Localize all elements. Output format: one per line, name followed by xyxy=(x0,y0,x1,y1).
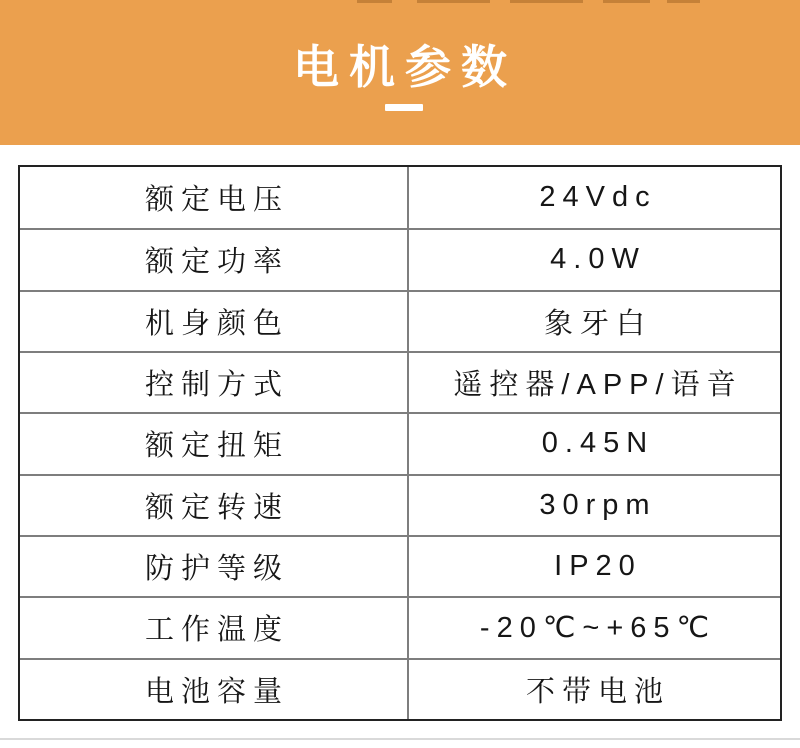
spec-value-cell: IP20 xyxy=(407,535,780,596)
spec-value-cell: 0.45N xyxy=(407,412,780,473)
spec-value-cell: 30rpm xyxy=(407,474,780,535)
spec-value-cell: -20℃~+65℃ xyxy=(407,596,780,657)
cropped-text-remnant xyxy=(357,0,392,3)
spec-value-cell: 24Vdc xyxy=(407,167,780,228)
spec-table xyxy=(18,165,782,721)
cropped-text-remnant xyxy=(417,0,490,3)
cropped-text-remnant xyxy=(510,0,583,3)
cropped-text-remnant xyxy=(603,0,650,3)
spec-label-cell: 控制方式 xyxy=(20,351,407,412)
header-banner xyxy=(0,0,800,145)
spec-label-cell: 额定扭矩 xyxy=(20,412,407,473)
spec-value-cell: 遥控器/APP/语音 xyxy=(407,351,780,412)
spec-value-cell: 不带电池 xyxy=(407,658,780,719)
bottom-divider-line xyxy=(0,738,800,740)
title-underline-dash xyxy=(385,104,423,111)
cropped-text-remnant xyxy=(667,0,700,3)
page-title: 电机参数 xyxy=(293,41,517,93)
spec-label-cell: 额定功率 xyxy=(20,228,407,289)
spec-label-cell: 防护等级 xyxy=(20,535,407,596)
spec-label-cell: 额定转速 xyxy=(20,474,407,535)
spec-label-cell: 机身颜色 xyxy=(20,290,407,351)
spec-label-cell: 工作温度 xyxy=(20,596,407,657)
spec-label-cell: 电池容量 xyxy=(20,658,407,719)
spec-value-cell: 4.0W xyxy=(407,228,780,289)
spec-label-cell: 额定电压 xyxy=(144,184,289,217)
spec-value-cell: 象牙白 xyxy=(407,290,780,351)
